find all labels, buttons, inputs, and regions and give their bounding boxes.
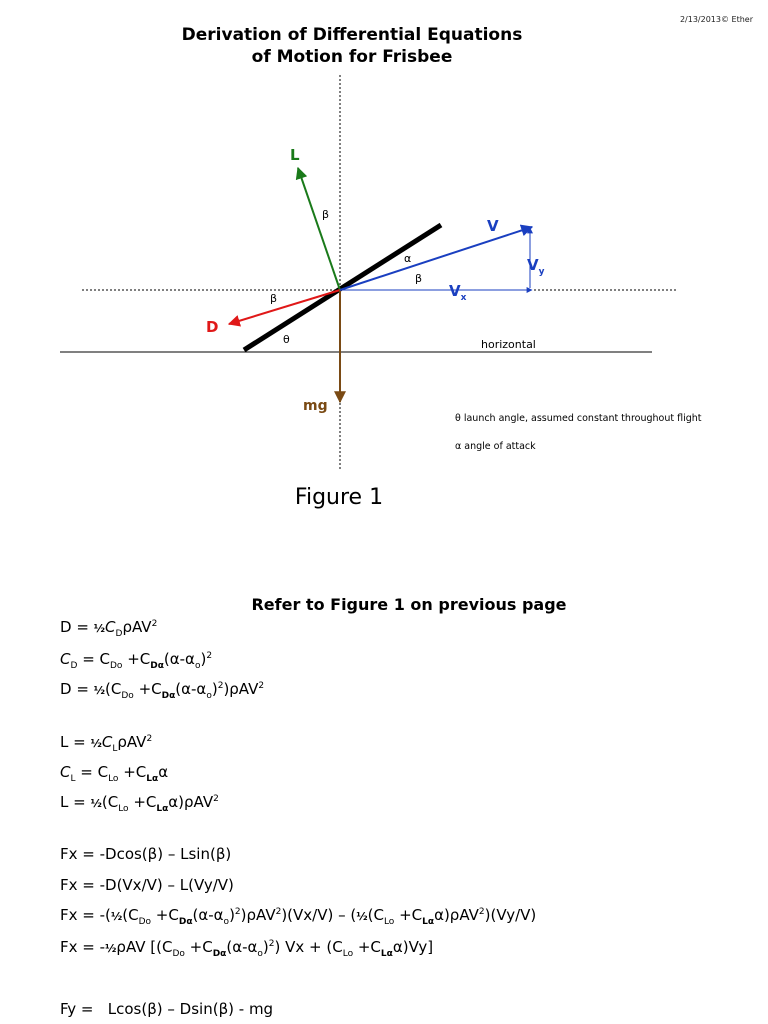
equation-fx-simplified: Fx = -½ρAV $[(C_{Do} +C_{D\alpha}(\alpha-\alpha_o)^2) Vx + (C_{Lo} +C_{L\alpha}\alpha)Vy]$ <box>60 938 434 959</box>
date-copyright-stamp: 2/13/2013© Ether <box>679 15 753 24</box>
equation-fx-angles: Fx = -Dcos(β) – Lsin(β) <box>60 845 232 863</box>
theta-label: θ <box>283 333 290 346</box>
weight-label: mg <box>303 398 328 414</box>
vx-label: $V_x$ <box>449 282 467 303</box>
horizontal-label: horizontal <box>481 338 536 351</box>
equation-lift: $L = \frac{1}{2}C_L\rho AV^2$ <box>60 733 153 754</box>
frisbee-disc-line <box>244 225 441 350</box>
equation-drag: $D = \frac{1}{2}C_D\rho AV^2$ <box>60 618 158 639</box>
drag-label: D <box>206 318 219 336</box>
equation-lift-expanded: $L = \frac{1}{2}(C_{Lo} +C_{L\alpha}\alpha)\rho AV^2$ <box>60 793 219 814</box>
velocity-vector <box>340 227 532 290</box>
beta-label-velocity: β <box>415 272 423 285</box>
velocity-label: V <box>487 217 499 235</box>
equation-fx-expanded: $Fx = -(\frac{1}{2}(C_{Do} +C_{D\alpha}(\alpha-\alpha_o)^2)\rho AV^2)(Vx/V)$ – $(\frac{1}{2}(C_{Lo} +C_{L\alpha}\alpha)\rho AV^2)(Vy/V)$ <box>60 906 537 927</box>
figure-caption: Figure 1 <box>294 485 384 510</box>
title-line-1: Derivation of Differential Equations <box>181 25 523 45</box>
lift-vector <box>298 168 340 290</box>
equation-lift-coefficient: $C_L = C_{Lo} +C_{L\alpha}\alpha$ <box>60 763 169 784</box>
equation-drag-expanded: $D = \frac{1}{2}(C_{Do} +C_{D\alpha}(\alpha-\alpha_o)^2)\rho AV^2$ <box>60 680 265 701</box>
equation-drag-coefficient: $C_D = C_{Do} +C_{D\alpha}(\alpha-\alpha_o)^2$ <box>60 650 213 671</box>
section-heading: Refer to Figure 1 on previous page <box>251 595 567 614</box>
lift-label: L <box>290 146 300 164</box>
equation-fx-velocity-ratios: Fx = -D(Vx/V) – L(Vy/V) <box>60 876 234 894</box>
legend-alpha: α angle of attack <box>455 441 536 452</box>
title-line-2: of Motion for Frisbee <box>251 47 453 67</box>
beta-label-drag: β <box>270 292 278 305</box>
beta-label-lift: β <box>322 208 330 221</box>
legend-theta: θ launch angle, assumed constant throughout flight <box>455 413 702 424</box>
vy-label: $V_y$ <box>527 256 545 277</box>
alpha-label: α <box>404 252 412 265</box>
equation-fy: Fy = Lcos(β) – Dsin(β) - mg <box>60 1000 274 1018</box>
drag-vector <box>229 290 340 324</box>
